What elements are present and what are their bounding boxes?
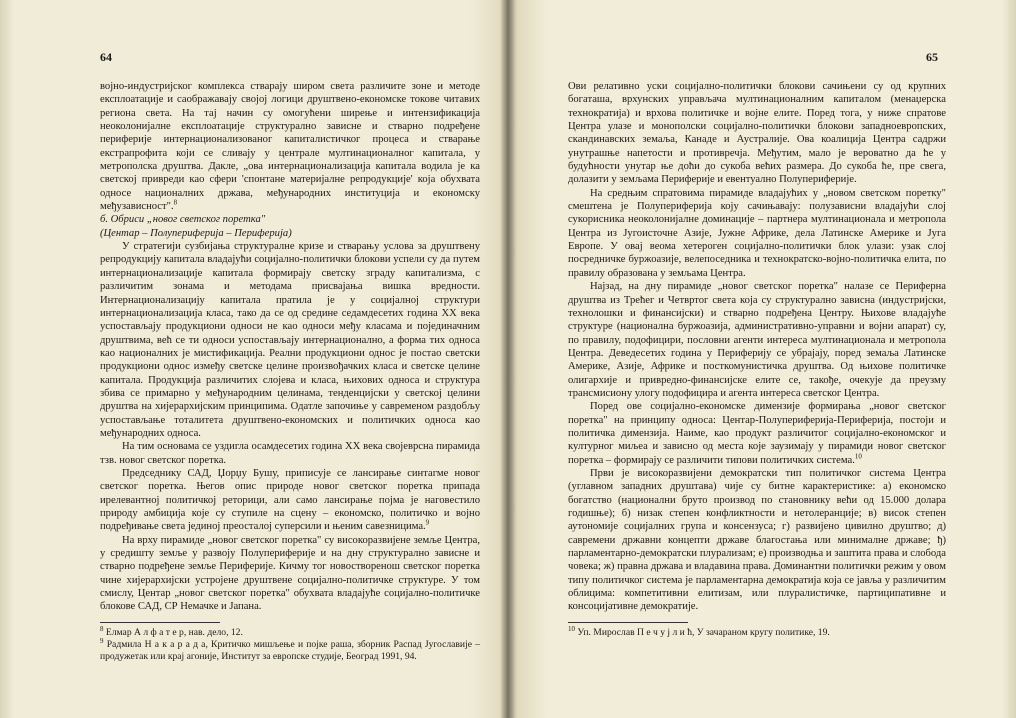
footnote-ref-10: 10 [854, 452, 862, 461]
right-paragraph-2: На средњим спратовима пирамиде владајућих у „новом светском поретку" смештена је Полупериферија коју сачињавају: полузависни владајући слој сукорисника неоколонијалне доминације – партнера мултинационала и метропола Центра из Југоисточне Азије, Јужне Африке, дела Латинске Америке и Југа Европе. У овај веома хетероген социјално-политички блок улази: узак слој посредничке буржоазије, велепоседника и технократско-војно-политичка елита, по правилу образована у земљама Центра. [568, 187, 946, 279]
right-paragraph-3: Најзад, на дну пирамиде „новог светског поретка" налазе се Периферна друштва из Трећег и Четвртог света која су структурално зависна (индустријски, технолошки и финансијски) и стварно подређена Центру. Њихове владајуће структуре (национална буржоазија, административно-управни и војни апарат) су, по правилу, подофицири, пословни агенти интереса мултинационала и метропола Центра. Деведесетих година у Периферију се убрајају, поред земаља Латинске Америке, Азије, Африке и посткомунистичка друштва. Од њихове политичке олигархије и привредно-финансијске елите се, такође, очекује да преузму трансмисиону улогу подофицира и агента интереса светског Центра. [568, 281, 946, 399]
footnote-divider-left [100, 622, 220, 623]
right-page [508, 0, 1016, 718]
left-paragraph-1: војно-индустријског комплекса стварају широм света различите зоне и методе експлоатације и саображавају својој логици друштвено-економске токове читавих региона света. На тај начин су омогућени ширење и интензификација неоколонијалне експлоатације структурално зависне и стварно подређене периферије интернационализованог капиталистичког процеса и стварање екстрапрофита који се сливају у централе мултинационалног капитала, у метрополска друштва. Дакле, „ова интернационализација капитала водила је ка светској привреди као сфери 'спонтане материјалне репродукције' која обухвата односе националних држава, међународних институција и економску међузависност".$^8$ [100, 81, 480, 213]
left-paragraph-2: У стратегији сузбијања структуралне кризе и стварању услова за друштвену репродукцију капитала владајући социјално-политички блокови успели су да путем интернационализације капитала формирају светску зграду капитализма, с различитим зонама и методама присвајања вишка вредности. Интернационализацију капитала пратила је у социјалној структури интернационализација класа, тако да се од средине седамдесетих година XX века успостављају продукциони односи не као односи међу класама и појединачним друштвима, већ се ти односи успостављају интернационално, а форма тих односа као националних је мистификација. Реални продукциони однос је постао светски продукциони однос између светске целине произвођачких класа и светске целине капитала. Продукција различитих слојева и класа, њихових односа и структура збива се примарно у међународним целинама, тенденцијски у светској целини друштва на хијерархијским принципима. Одатле започиње у савременом раздобљу успостављање тоталитета друштвено-економских и политичких односа као међународних односа. [100, 241, 480, 439]
left-paragraph-5: На врху пирамиде „новог светског поретка" су високоразвијене земље Центра, у средишту земље у развоју Полупериферије и на дну структурално зависне и стварно подређене земље Периферије. Кичму тог новостворенош светског поретка чине хијерархијски устројене друштвене социјално-политичке структуре. У том смислу, Центар „новог светског поретка" обухвата владајуће социјално-политичке блокове САД, СР Немачке и Јапана. [100, 534, 480, 613]
footnote-ref-8: 8 [173, 198, 178, 207]
footnote-divider-right [568, 622, 688, 623]
footnote-ref-9: 9 [425, 518, 430, 527]
right-paragraph-4: Поред ове социјално-економске димензије формирања „новог светског поретка" на принципу односа: Центар-Полупериферија-Периферија, постоји и политичка димензија. Наиме, као продукт различитог социјално-економског и културног миљеа и зависно од места које заузимају у пирамиди новог светског поретка – формирају се различити типови политичких система.$^{10}$ [568, 401, 946, 466]
footnote-8: $^8$ Елмар А л ф а т е р, нав. дело, 12. [100, 624, 243, 638]
left-text-column [100, 80, 480, 664]
left-paragraph-3: На тим основама се уздигла осамдесетих година XX века својеврсна пирамида тзв. новог светског поретка. [100, 441, 480, 466]
right-paragraph-5: Први је високоразвијени демократски тип политичког система Центра (углавном западних друштава) чије су битне карактеристике: а) економско богатство (национални бруто производ по становнику већи од 15.000 долара годишње); б) низак степен конфликтности и нетолеранције; в) висок степен аутономије социјалних група и консензуса; г) развијено цивилно друштво; д) савремени државни концепти државе благостања или минималне државе; ђ) парламентарно-демократски плурализам; е) производња и заштита права и слобода човека; ж) правна држава и владавина права. Доминантни политички режим у овом типу политичког система је парламентарна демократија која се јавља у различитим облицима: компетитивни елитизам, или плуралистичке, партиципативне и консоцијативне демократије. [568, 467, 946, 613]
footnote-10: $^{10}$ Уп. Мирослав П е ч у ј л и ћ, У зачараном кругу политике, 19. [568, 624, 830, 638]
page-number-left: 64 [100, 50, 112, 64]
book-gutter [500, 0, 516, 718]
left-paragraph-4: Председнику САД, Џорџу Бушу, приписује се лансирање синтагме новог светског поретка. Његов опис природе новог светског поретка припада ирелевантној политичкој реторици, али само лансирање појма је наговестило природу амбиција које су ступиле на сцену – економско, политичко и војно подређивање света јединој преосталој суперсили и њеним савезницима.$^9$ [100, 467, 480, 533]
footnote-9: $^9$ Радмила Н а к а р а д а, Критичко мишљење и појке раша, зборник Распад Југославије – продужетак или крај агоније, Институт за европске студије, Београд 1991, 94. [100, 636, 480, 663]
right-text-column [568, 80, 946, 639]
section-heading: б. Обриси „новог светског поретка" [100, 214, 266, 226]
section-subheading: (Центар – Полупериферија – Периферија) [100, 227, 292, 239]
right-paragraph-1: Ови релативно уски социјално-политички блокови сачињени су од крупних богаташа, врхунских управљача мултинационалним капиталом (менаџерска технократија) и врхова политичке и војне елите. Поред тога, у ниже спратове Центра улазе и монополски социјално-политички блокови западноевропских, скандинавских земаља, Канаде и Аустралије. Ова коалиција Центра садржи унутрашње напетости и противречја. Међутим, мало је вероватно да ће у будућности унутар ње доћи до сукоба већих размера. До сукоба ће, пре свега, долазити у земљама Периферије и евентуално Полупериферије. [568, 81, 946, 186]
page-number-right: 65 [926, 50, 938, 64]
